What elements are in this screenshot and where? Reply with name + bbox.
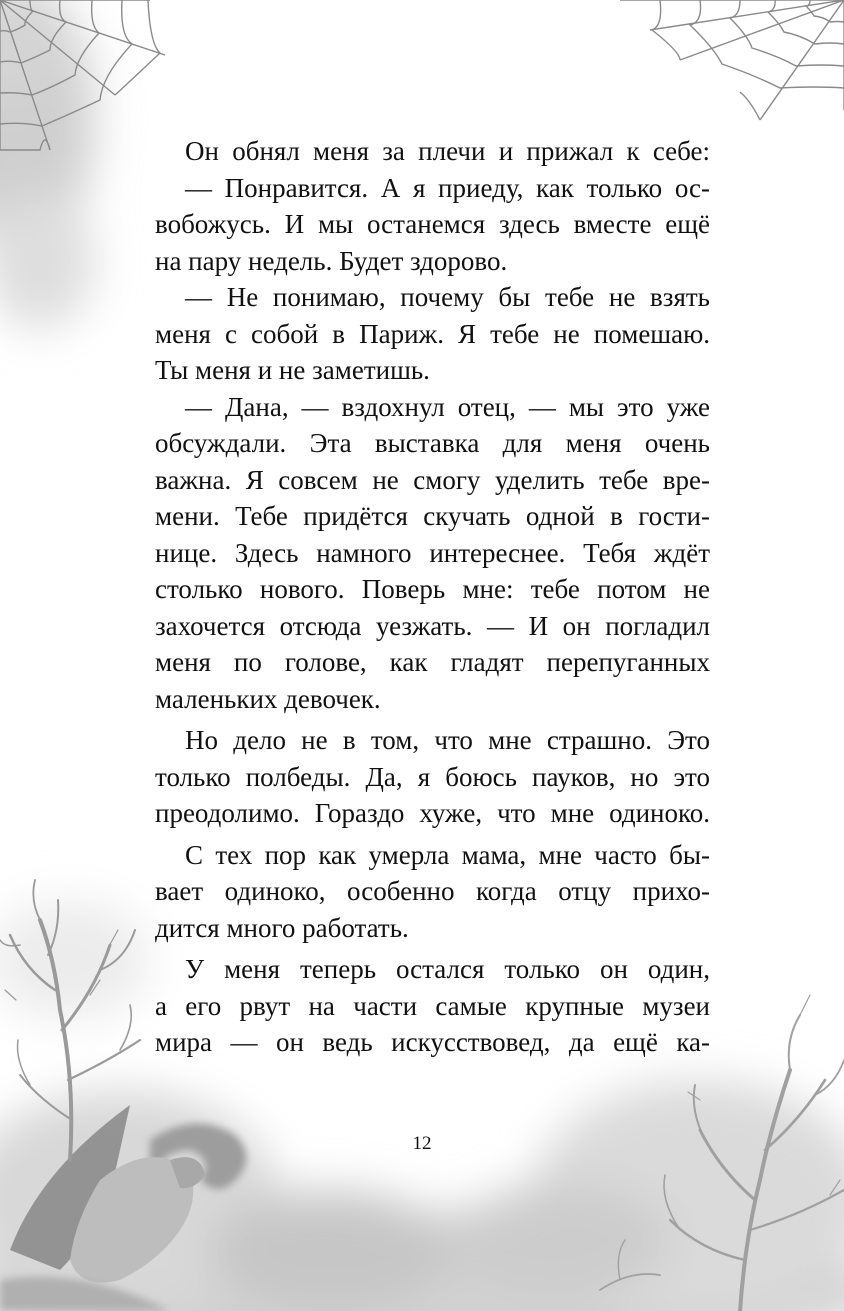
text-line: обсуждали. Эта выставка для меня очень <box>155 428 710 458</box>
fog-top-left <box>0 0 95 330</box>
text-line: только полбеды. Да, я боюсь пауков, но это <box>155 761 710 792</box>
text-line: нице. Здесь намного интереснее. Тебя ждёт <box>155 537 710 568</box>
text-line: вает одиноко, особенно когда отцу прихо- <box>155 876 710 906</box>
text-line: на пару недель. Будет здорово. <box>155 245 508 276</box>
text-line: У меня теперь остался только он один, <box>185 954 710 984</box>
text-line: преодолимо. Гораздо хуже, что мне одиноко. <box>155 798 710 828</box>
text-line: — Понравится. А я приеду, как только ос- <box>185 172 710 203</box>
book-page-body <box>155 133 710 1061</box>
text-line: меня с собой в Париж. Я тебе не помешаю. <box>155 318 710 349</box>
text-line: важна. Я совсем не смогу уделить тебе вре- <box>155 464 710 495</box>
text-line: маленьких девочек. <box>155 683 381 714</box>
text-line: захочется отсюда уезжать. — И он погладил <box>155 610 710 641</box>
text-line: мира — он ведь искусствовед, да ещё ка- <box>155 1027 710 1057</box>
text-line: — Не понимаю, почему бы тебе не взять <box>185 282 710 312</box>
spider-web-icon <box>620 0 844 120</box>
text-line: С тех пор как умерла мама, мне часто бы- <box>185 839 710 870</box>
page-number: 12 <box>412 1133 432 1154</box>
text-line: — Дана, — вздохнул отец, — мы это уже <box>185 391 710 422</box>
text-line: столько нового. Поверь мне: тебе потом не <box>155 574 710 604</box>
text-line: мени. Тебе придётся скучать одной в гости- <box>155 501 710 531</box>
text-line: Ты меня и не заметишь. <box>155 355 430 385</box>
text-line: а его рвут на части самые крупные музеи <box>155 990 710 1021</box>
text-line: Но дело не в том, что мне страшно. Это <box>185 725 710 755</box>
text-line: меня по голове, как гладят перепуганных <box>155 647 710 677</box>
text-line: Он обнял меня за плечи и прижал к себе: <box>185 136 710 166</box>
text-line: вобожусь. И мы останемся здесь вместе ещё <box>155 209 710 239</box>
text-line: дится много работать. <box>155 912 409 943</box>
